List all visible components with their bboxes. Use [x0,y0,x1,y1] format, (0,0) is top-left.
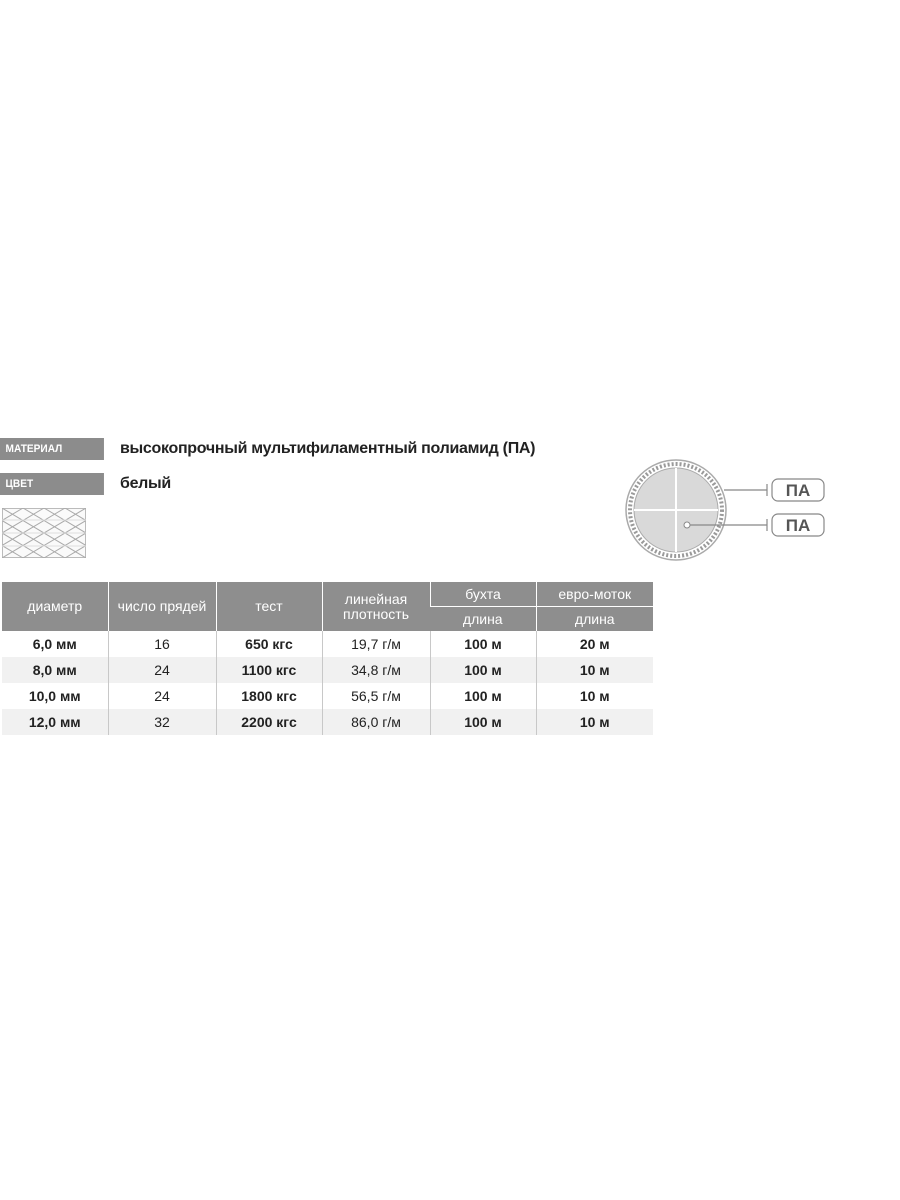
cell-test: 1100 кгс [216,657,322,683]
cell-diameter: 8,0 мм [2,657,108,683]
header-euro-length: длина [536,607,653,632]
cell-euro: 10 м [536,657,653,683]
cell-test: 1800 кгс [216,683,322,709]
cell-test: 650 кгс [216,631,322,657]
cell-test: 2200 кгс [216,709,322,735]
header-coil: бухта [430,582,536,607]
color-value: белый [120,475,171,492]
material-value: высокопрочный мультифиламентный полиамид (ПА) [120,440,536,457]
rope-cross-section-icon [615,445,835,565]
cell-coil: 100 м [430,631,536,657]
cell-strands: 32 [108,709,216,735]
cell-euro: 20 м [536,631,653,657]
cell-strands: 16 [108,631,216,657]
cell-density: 56,5 г/м [322,683,430,709]
cell-coil: 100 м [430,709,536,735]
header-diameter: диаметр [2,582,108,631]
cell-euro: 10 м [536,683,653,709]
table-row [2,709,653,735]
header-euro: евро-моток [536,582,653,607]
cell-strands: 24 [108,683,216,709]
cell-density: 34,8 г/м [322,657,430,683]
table-row [2,683,653,709]
header-test: тест [216,582,322,631]
cell-coil: 100 м [430,657,536,683]
braid-pattern-icon [2,508,86,558]
cell-diameter: 10,0 мм [28,688,81,704]
cell-diameter: 6,0 мм [32,636,77,652]
table-row [2,631,653,657]
header-strands: число прядей [108,582,216,631]
cell-strands: 24 [108,657,216,683]
spec-table [2,582,653,735]
cell-density: 19,7 г/м [322,631,430,657]
cell-diameter: 12,0 мм [2,709,108,735]
cell-density: 86,0 г/м [322,709,430,735]
table-row [2,657,653,683]
header-density: линейная плотность [322,582,430,631]
header-coil-length: длина [430,607,536,632]
color-label: ЦВЕТ [0,473,104,495]
outer-material-label: ПА [785,481,811,500]
core-material-label: ПА [785,516,811,535]
cell-euro: 10 м [536,709,653,735]
material-label: МАТЕРИАЛ [0,438,104,460]
cell-coil: 100 м [430,683,536,709]
